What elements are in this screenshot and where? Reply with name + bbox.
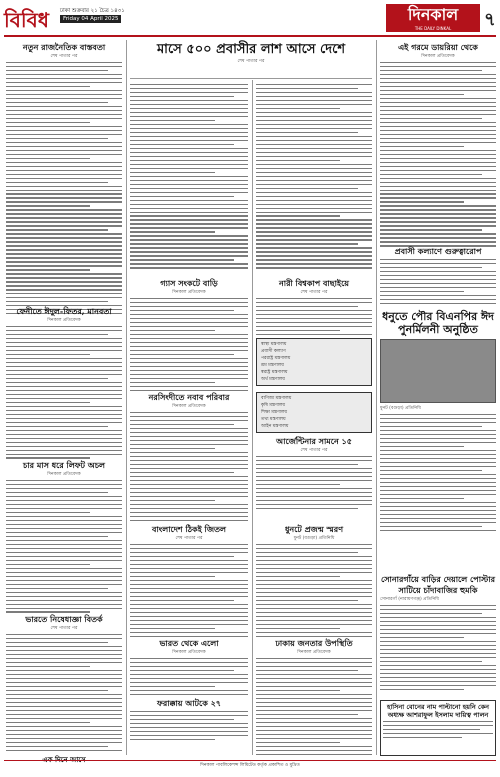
- event-photo: [380, 339, 496, 403]
- headline: এক দিনে আসে: [42, 754, 86, 764]
- section-title: বিবিধ: [4, 8, 49, 32]
- article-narsingdi: [130, 392, 248, 520]
- article-argentina: [256, 392, 372, 520]
- headline: আর্জেন্টিনার সামনে ১৫: [276, 436, 352, 446]
- headline: নারী বিশ্বকাপ বাছাইয়ে: [278, 278, 350, 288]
- ministry-list-continued: [256, 392, 372, 433]
- byline: দিনকাল প্রতিবেদক: [297, 650, 331, 655]
- headline: ধুনটে প্রজন্ম স্মরণ: [284, 524, 344, 534]
- byline: দিনকাল প্রতিবেদক: [172, 650, 206, 655]
- article-body: [6, 480, 122, 613]
- column-rule: [376, 40, 377, 755]
- headline: মাসে ৫০০ প্রবাসীর লাশ আসে দেশে: [156, 42, 346, 57]
- byline: দিনকাল প্রতিবেদক: [172, 404, 206, 409]
- list-item: বাণিজ্য মন্ত্রণালয়: [261, 396, 292, 401]
- headline: প্রবাসী কল্যাণে গুরুত্বারোপ: [394, 246, 482, 256]
- logo-text: দিনকাল: [407, 5, 459, 24]
- byline: শেষ পাতার পর: [300, 290, 328, 295]
- byline: শেষ পাতার পর: [50, 626, 78, 631]
- article-dhunat-generation: [256, 524, 372, 634]
- list-item: তথ্য মন্ত্রণালয়: [261, 417, 286, 422]
- article-body: [380, 605, 496, 690]
- headline: চার মাস ধরে লিফট অচল: [23, 460, 105, 470]
- column-rule: [252, 80, 253, 755]
- date-bangla: ঢাকা শুক্রবার ২১ চৈত্র ১৪৩১: [60, 8, 125, 14]
- date-english: Friday 04 April 2025: [60, 15, 121, 23]
- headline: বাংলাদেশ ঠিকই জিতল: [152, 524, 226, 534]
- masthead: [4, 3, 496, 37]
- headline: নতুন রাজনৈতিক বাস্তবতা: [22, 42, 106, 52]
- byline: শেষ পাতার পর: [50, 54, 78, 59]
- article-body: [6, 326, 122, 459]
- list-item: শ্রম মন্ত্রণালয়: [261, 362, 284, 368]
- article-political-reality: [6, 42, 122, 302]
- list-item: অর্থ মন্ত্রণালয়: [261, 376, 285, 382]
- headline: নরসিংদীতে নবাব পরিবার: [148, 392, 230, 402]
- headline: সোনারগাঁয়ে বাড়ির দেয়ালে পোস্টার সাটিয়ে চাঁদাবাজির হুমকি: [381, 574, 495, 595]
- article-body: [256, 544, 372, 637]
- article-body: [6, 62, 122, 314]
- article-body: [380, 62, 496, 247]
- byline: দিনকাল প্রতিবেদক: [47, 472, 81, 477]
- article-diarrhea: [380, 42, 496, 242]
- headline: হাসিনা বোনের নাম পাল্টানো হয়নি কেন অধ্যক্ষ আশরাফুল ইসলাম দায়িত্ব পালন: [386, 703, 490, 719]
- article-body: [256, 456, 372, 509]
- photo-frame: [380, 339, 496, 405]
- article-body: [130, 84, 248, 269]
- article-lift: [6, 460, 122, 610]
- article-body: [130, 658, 248, 695]
- article-body: [256, 298, 372, 335]
- article-body: [380, 259, 496, 304]
- byline: শেষ পাতার পর: [300, 448, 328, 453]
- byline: শেষ পাতার পর: [175, 536, 203, 541]
- article-body: [256, 658, 372, 755]
- list-item: শিক্ষা মন্ত্রণালয়: [261, 410, 287, 415]
- article-body: [383, 721, 493, 738]
- list-item: পররাষ্ট্র মন্ত্রণালয়: [261, 355, 291, 361]
- article-body: [256, 84, 372, 269]
- byline: ধুনট (বগুড়া) প্রতিনিধি: [380, 406, 421, 411]
- byline: দিনকাল প্রতিবেদক: [47, 318, 81, 323]
- list-item: স্বাস্থ্য মন্ত্রণালয়: [261, 341, 287, 347]
- divider: [130, 78, 372, 79]
- article-womens-worldcup: [256, 278, 372, 388]
- article-dhaka-crowd: [256, 638, 372, 754]
- logo-tagline: THE DAILY DINKAL: [414, 26, 452, 31]
- article-expat-deaths-body: [130, 82, 248, 272]
- article-expat-welfare: [380, 246, 496, 306]
- article-body: [130, 412, 248, 521]
- byline: ধুনট (বগুড়া) প্রতিনিধি: [293, 536, 335, 541]
- column-rule: [126, 40, 127, 755]
- article-body: [6, 634, 122, 751]
- article-expat-deaths-header: [130, 42, 372, 78]
- list-item: স্বরাষ্ট্র মন্ত্রণালয়: [261, 369, 288, 375]
- byline: সোনারগাঁ (নারায়ণগঞ্জ) প্রতিনিধি: [380, 597, 439, 602]
- headline: ভারতে নিষেধাজ্ঞা বিতর্ক: [25, 614, 103, 624]
- newspaper-logo: [386, 4, 480, 32]
- article-sonargaon: [380, 574, 496, 696]
- headline: এই গরমে ডায়রিয়া থেকে: [398, 42, 478, 52]
- article-bangladesh-win: [130, 524, 248, 634]
- headline: ভারত থেকে এলো: [159, 638, 219, 648]
- byline: শেষ পাতার পর: [237, 59, 265, 64]
- article-body: [130, 544, 248, 637]
- list-item: আইন মন্ত্রণালয়: [261, 424, 289, 429]
- list-item: কৃষি মন্ত্রণালয়: [261, 403, 286, 408]
- print-line: দিনকাল পাবলিকেশন্স লিমিটেড কর্তৃক প্রকাশিত ও মুদ্রিত: [4, 760, 496, 774]
- dateline: [60, 7, 132, 23]
- article-expat-deaths-body-2: [256, 82, 372, 272]
- article-feni: [6, 306, 122, 456]
- headline: ফেনীতে ঈদুল-ফিতর, মানবতা: [16, 306, 112, 316]
- ministry-list: [256, 338, 372, 386]
- headline: গ্যাস সংকটে বাড়ি: [160, 278, 218, 288]
- article-dhunat-bnp: [380, 310, 496, 570]
- article-india-ban: [6, 614, 122, 764]
- headline: ফরাক্কায় আটকে ২৭: [157, 697, 221, 708]
- headline: ঢাকায় জনতার উপস্থিতি: [275, 638, 353, 648]
- article-hasina-box: [380, 700, 496, 756]
- byline: দিনকাল প্রতিবেদক: [421, 54, 455, 59]
- article-body: [130, 711, 248, 740]
- article-from-india: [130, 638, 248, 754]
- page-number: ৭: [484, 9, 496, 30]
- byline: দিনকাল প্রতিবেদক: [172, 290, 206, 295]
- article-body: [130, 298, 248, 391]
- article-body: [380, 414, 496, 531]
- article-gas-crisis: [130, 278, 248, 388]
- list-item: প্রবাসী কল্যাণ: [261, 348, 286, 354]
- headline: ধনুতে পৌর বিএনপির ঈদ পুনর্মিলনী অনুষ্ঠিত: [382, 310, 494, 336]
